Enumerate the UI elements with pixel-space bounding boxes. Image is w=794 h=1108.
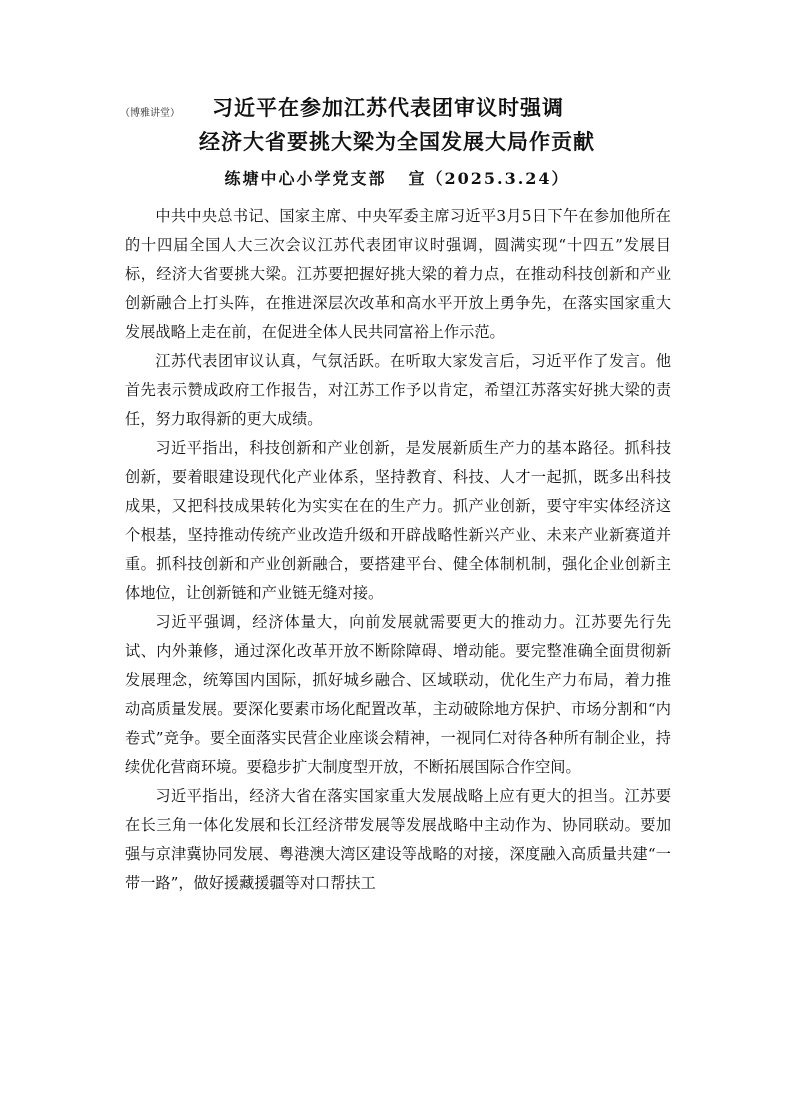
- paragraph: 江苏代表团审议认真，气氛活跃。在听取大家发言后，习近平作了发言。他首先表示赞成政府工作报告，对江苏工作予以肯定，希望江苏落实好挑大梁的责任，努力取得新的更大成绩。: [125, 352, 671, 428]
- title-line-1: 习近平在参加江苏代表团审议时强调: [212, 96, 564, 120]
- paragraph: 中共中央总书记、国家主席、中央军委主席习近平3月5日下午在参加他所在的十四届全国人大三次会议江苏代表团审议时强调，圆满实现“十四五”发展目标，经济大省要挑大梁。江苏要把握好挑大梁的着力点，在推动科技创新和产业创新融合上打头阵，在推进深层次改革和高水平开放上勇争先，在落实国家重大发展战略上走在前，在促进全体人民共同富裕上作示范。: [125, 207, 671, 341]
- article-body: [125, 202, 671, 898]
- byline-org: 练塘中心小学党支部: [224, 169, 387, 188]
- byline-action: 宣（2025.3.24）: [408, 169, 570, 188]
- column-tag: （博雅讲堂）: [120, 108, 180, 119]
- byline: [0, 166, 794, 189]
- header-line: [120, 92, 720, 126]
- paragraph: 习近平强调，经济体量大，向前发展就需要更大的推动力。江苏要先行先试、内外兼修，通过深化改革开放不断除障碍、增动能。要完整准确全面贯彻新发展理念，统筹国内国际，抓好城乡融合、区域联动，优化生产力布局，着力推动高质量发展。要深化要素市场化配置改革，主动破除地方保护、市场分割和“内卷式”竞争。要全面落实民营企业座谈会精神，一视同仁对待各种所有制企业，持续优化营商环境。要稳步扩大制度型开放，不断拓展国际合作空间。: [125, 613, 671, 776]
- title-line-2: 经济大省要挑大梁为全国发展大局作贡献: [199, 130, 595, 154]
- paragraph: 习近平指出，科技创新和产业创新，是发展新质生产力的基本路径。抓科技创新，要着眼建设现代化产业体系，坚持教育、科技、人才一起抓，既多出科技成果，又把科技成果转化为实实在在的生产力。抓产业创新，要守牢实体经济这个根基，坚持推动传统产业改造升级和开辟战略性新兴产业、未来产业新赛道并重。抓科技创新和产业创新融合，要搭建平台、健全体制机制，强化企业创新主体地位，让创新链和产业链无缝对接。: [125, 439, 671, 602]
- paragraph: 习近平指出，经济大省在落实国家重大发展战略上应有更大的担当。江苏要在长三角一体化发展和长江经济带发展等发展战略中主动作为、协同联动。要加强与京津冀协同发展、粤港澳大湾区建设等战略的对接，深度融入高质量共建“一带一路”，做好援藏援疆等对口帮扶工: [125, 787, 671, 892]
